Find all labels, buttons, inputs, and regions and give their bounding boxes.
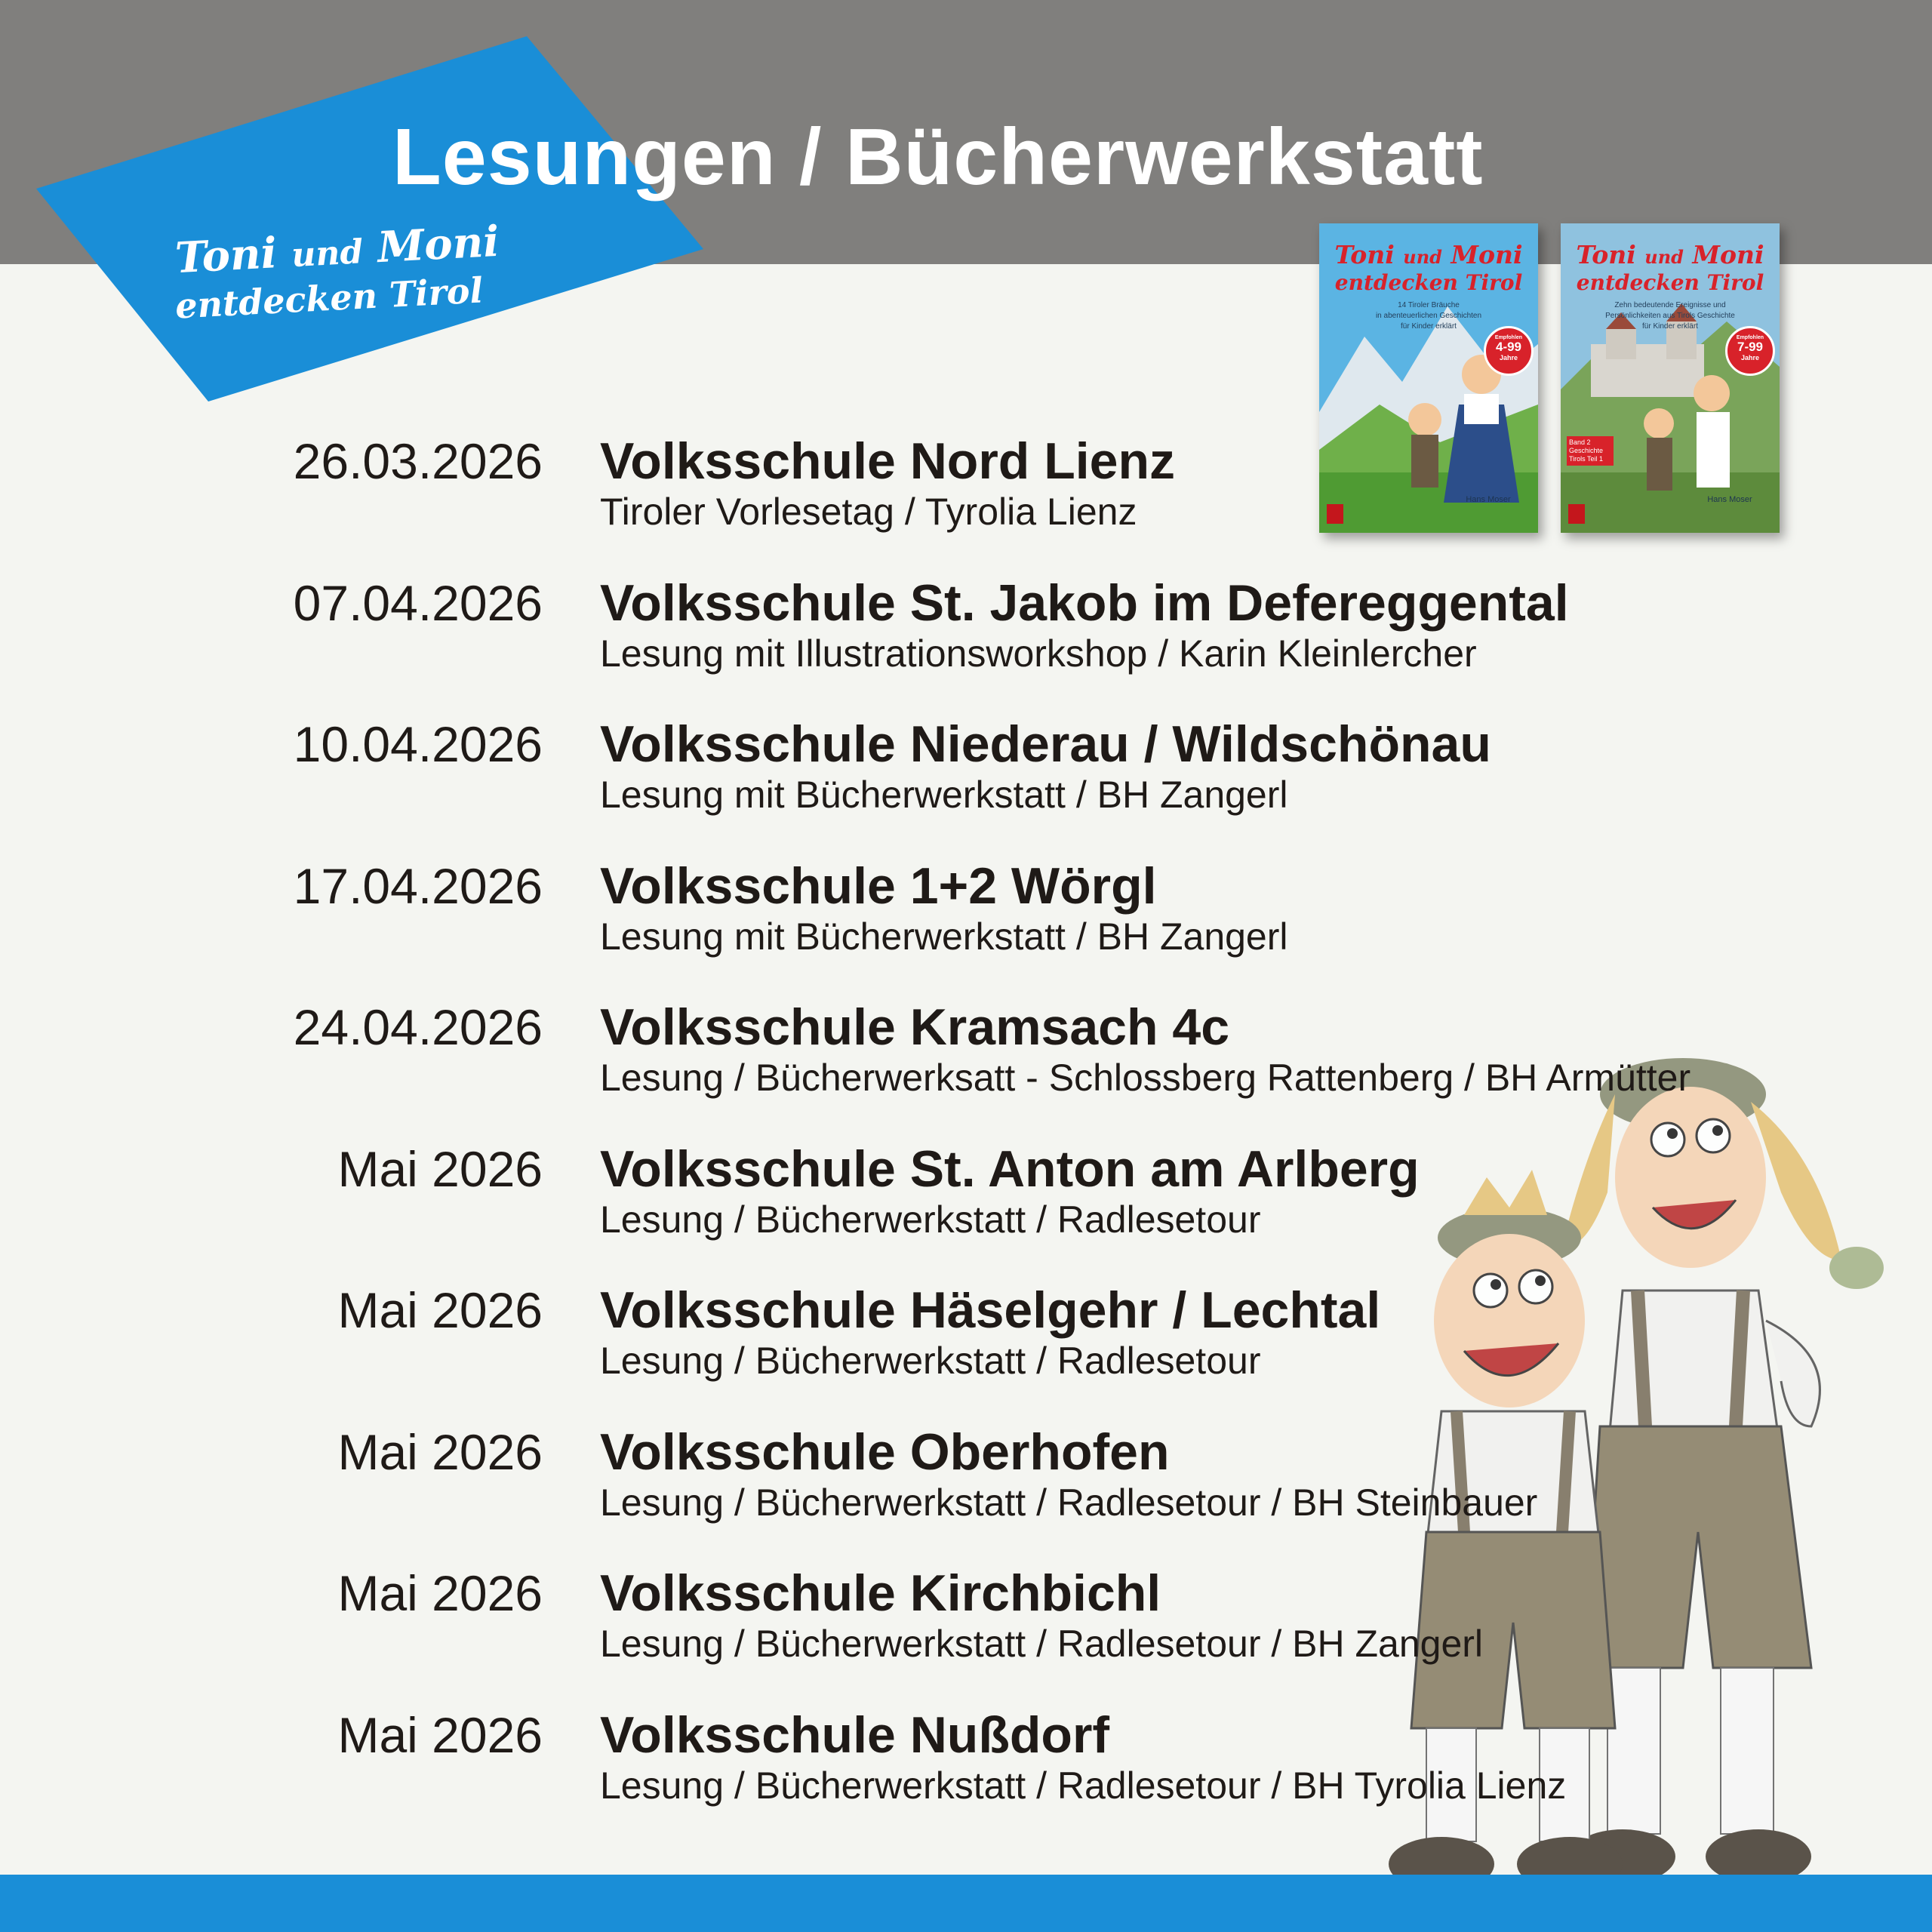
brand-logo-line1: Toni und Moni [174, 216, 501, 284]
event-date: 26.03.2026 [293, 433, 543, 489]
event-detail: Lesung / Bücherwerkstatt / Radlesetour / BH Zangerl [600, 1623, 1484, 1665]
event-school: Volksschule Nußdorf [600, 1706, 1110, 1764]
event-date: 07.04.2026 [293, 574, 543, 631]
event-school: Volksschule 1+2 Wörgl [600, 857, 1157, 915]
event-date: Mai 2026 [337, 1423, 543, 1480]
event-detail: Lesung / Bücherwerkstatt / Radlesetour / BH Tyrolia Lienz [600, 1764, 1567, 1807]
event-detail: Lesung / Bücherwerkstatt / Radlesetour [600, 1198, 1261, 1241]
book-2-author: Hans Moser [1707, 495, 1752, 504]
event-school: Volksschule Kramsach 4c [600, 998, 1230, 1056]
event-detail: Lesung / Bücherwerkstatt / Radlesetour [600, 1340, 1261, 1382]
event-detail: Lesung mit Bücherwerkstatt / BH Zangerl [600, 915, 1288, 958]
event-date: Mai 2026 [337, 1282, 543, 1338]
event-row [0, 1281, 1932, 1417]
event-school: Volksschule St. Anton am Arlberg [600, 1140, 1420, 1198]
event-school: Volksschule Nord Lienz [600, 432, 1176, 490]
page-title: Lesungen / Bücherwerkstatt [392, 112, 1484, 202]
brand-logo-line2: entdecken Tirol [174, 269, 485, 327]
bottom-band [0, 1875, 1932, 1932]
event-school: Volksschule St. Jakob im Defereggental [600, 574, 1569, 632]
book-1-title-line1: Toni und Moni [1334, 240, 1523, 269]
event-school: Volksschule Oberhofen [600, 1423, 1170, 1481]
event-row [0, 574, 1932, 709]
event-school: Volksschule Häselgehr / Lechtal [600, 1281, 1381, 1339]
event-date: 10.04.2026 [293, 716, 543, 772]
event-row [0, 857, 1932, 992]
event-detail: Tiroler Vorlesetag / Tyrolia Lienz [600, 491, 1137, 533]
event-row [0, 715, 1932, 851]
event-row [0, 1706, 1932, 1841]
event-date: Mai 2026 [337, 1565, 543, 1621]
event-row [0, 432, 1932, 568]
event-row [0, 1564, 1932, 1700]
book-2-subtitle: Zehn bedeutende Ereignisse und Persönlichkeiten aus Tirols Geschichte für Kinder erklärt [1605, 301, 1735, 331]
event-detail: Lesung mit Illustrationsworkshop / Karin Kleinlercher [600, 632, 1477, 675]
event-school: Volksschule Niederau / Wildschönau [600, 715, 1491, 773]
event-row [0, 1423, 1932, 1558]
book-2-age-badge: Empfohlen 7-99 Jahre [1725, 326, 1775, 376]
book-1-author: Hans Moser [1466, 495, 1511, 504]
event-detail: Lesung mit Bücherwerkstatt / BH Zangerl [600, 774, 1288, 816]
event-date: 24.04.2026 [293, 999, 543, 1055]
book-1-age-badge: Empfohlen 4-99 Jahre [1484, 326, 1534, 376]
event-date: Mai 2026 [337, 1706, 543, 1763]
event-detail: Lesung / Bücherwerksatt - Schlossberg Rattenberg / BH Armütter [600, 1057, 1691, 1099]
event-school: Volksschule Kirchbichl [600, 1564, 1161, 1622]
book-2-title-line2: entdecken Tirol [1576, 270, 1764, 295]
book-1-title-line2: entdecken Tirol [1334, 270, 1523, 295]
event-detail: Lesung / Bücherwerkstatt / Radlesetour / BH Steinbauer [600, 1481, 1538, 1524]
book-2-volume-band: Band 2 Geschichte Tirols Teil 1 [1567, 436, 1614, 466]
event-date: Mai 2026 [337, 1140, 543, 1197]
event-row [0, 998, 1932, 1134]
event-row [0, 1140, 1932, 1275]
book-1-subtitle: 14 Tiroler Bräuche in abenteuerlichen Geschichten für Kinder erklärt [1375, 301, 1482, 331]
event-date: 17.04.2026 [293, 857, 543, 914]
book-2-title-line1: Toni und Moni [1576, 240, 1764, 269]
